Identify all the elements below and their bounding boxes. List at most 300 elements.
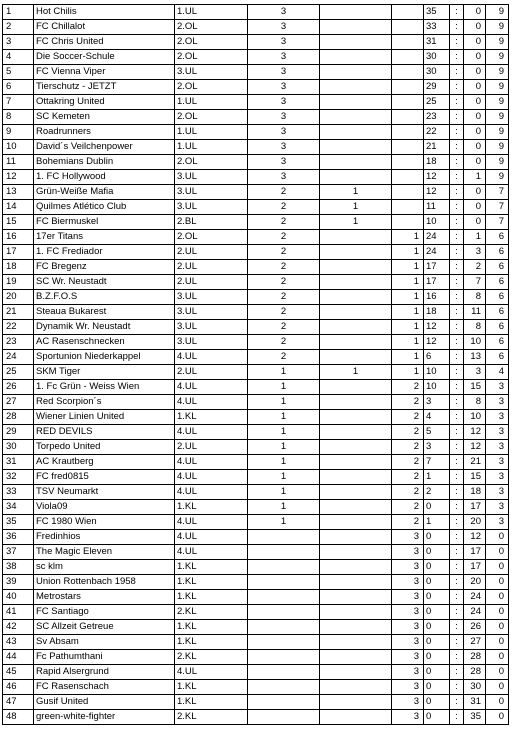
score-separator: : xyxy=(450,485,464,500)
score-separator: : xyxy=(450,185,464,200)
goals-against-cell: 18 xyxy=(464,485,486,500)
goals-for-cell: 0 xyxy=(424,710,450,725)
table-row xyxy=(3,20,509,35)
draws-cell xyxy=(320,320,392,335)
goals-for-cell: 24 xyxy=(424,230,450,245)
points-cell: 6 xyxy=(486,245,509,260)
table-row xyxy=(3,110,509,125)
league-cell: 4.UL xyxy=(175,395,248,410)
wins-cell: 2 xyxy=(248,230,320,245)
draws-cell xyxy=(320,650,392,665)
rank-cell: 27 xyxy=(3,395,34,410)
league-cell: 1.UL xyxy=(175,140,248,155)
points-cell: 9 xyxy=(486,95,509,110)
goals-against-cell: 2 xyxy=(464,260,486,275)
losses-cell xyxy=(392,140,424,155)
points-cell: 7 xyxy=(486,215,509,230)
points-cell: 9 xyxy=(486,35,509,50)
goals-against-cell: 0 xyxy=(464,200,486,215)
goals-against-cell: 15 xyxy=(464,380,486,395)
table-row xyxy=(3,680,509,695)
league-cell: 4.UL xyxy=(175,530,248,545)
points-cell: 0 xyxy=(486,680,509,695)
points-cell: 0 xyxy=(486,575,509,590)
draws-cell xyxy=(320,260,392,275)
team-name-cell: FC Bregenz xyxy=(34,260,175,275)
table-row xyxy=(3,215,509,230)
rank-cell: 14 xyxy=(3,200,34,215)
score-separator: : xyxy=(450,95,464,110)
table-row xyxy=(3,695,509,710)
goals-for-cell: 24 xyxy=(424,245,450,260)
losses-cell xyxy=(392,35,424,50)
wins-cell xyxy=(248,650,320,665)
league-cell: 2.UL xyxy=(175,260,248,275)
goals-for-cell: 30 xyxy=(424,65,450,80)
score-separator: : xyxy=(450,65,464,80)
score-separator: : xyxy=(450,680,464,695)
table-row xyxy=(3,410,509,425)
score-separator: : xyxy=(450,620,464,635)
table-row xyxy=(3,380,509,395)
wins-cell xyxy=(248,530,320,545)
team-name-cell: 1. FC Frediador xyxy=(34,245,175,260)
goals-for-cell: 7 xyxy=(424,455,450,470)
team-name-cell: FC fred0815 xyxy=(34,470,175,485)
wins-cell: 2 xyxy=(248,245,320,260)
losses-cell xyxy=(392,20,424,35)
wins-cell: 3 xyxy=(248,125,320,140)
goals-against-cell: 30 xyxy=(464,680,486,695)
goals-for-cell: 0 xyxy=(424,635,450,650)
league-cell: 4.UL xyxy=(175,515,248,530)
rank-cell: 6 xyxy=(3,80,34,95)
rank-cell: 12 xyxy=(3,170,34,185)
points-cell: 9 xyxy=(486,170,509,185)
rank-cell: 1 xyxy=(3,5,34,20)
wins-cell: 3 xyxy=(248,95,320,110)
rank-cell: 29 xyxy=(3,425,34,440)
points-cell: 6 xyxy=(486,260,509,275)
table-row xyxy=(3,320,509,335)
league-cell: 1.KL xyxy=(175,575,248,590)
draws-cell xyxy=(320,335,392,350)
table-row xyxy=(3,170,509,185)
losses-cell: 1 xyxy=(392,290,424,305)
points-cell: 6 xyxy=(486,335,509,350)
wins-cell xyxy=(248,560,320,575)
goals-against-cell: 3 xyxy=(464,365,486,380)
draws-cell xyxy=(320,95,392,110)
goals-for-cell: 18 xyxy=(424,155,450,170)
score-separator: : xyxy=(450,410,464,425)
goals-for-cell: 5 xyxy=(424,425,450,440)
draws-cell xyxy=(320,410,392,425)
draws-cell xyxy=(320,110,392,125)
team-name-cell: David´s Veilchenpower xyxy=(34,140,175,155)
draws-cell xyxy=(320,560,392,575)
rank-cell: 46 xyxy=(3,680,34,695)
rank-cell: 11 xyxy=(3,155,34,170)
points-cell: 9 xyxy=(486,65,509,80)
losses-cell xyxy=(392,50,424,65)
league-cell: 3.UL xyxy=(175,170,248,185)
goals-against-cell: 0 xyxy=(464,5,486,20)
table-row xyxy=(3,530,509,545)
points-cell: 3 xyxy=(486,440,509,455)
points-cell: 4 xyxy=(486,365,509,380)
goals-for-cell: 16 xyxy=(424,290,450,305)
goals-against-cell: 12 xyxy=(464,425,486,440)
goals-against-cell: 8 xyxy=(464,290,486,305)
draws-cell xyxy=(320,680,392,695)
points-cell: 3 xyxy=(486,380,509,395)
league-cell: 2.OL xyxy=(175,35,248,50)
league-cell: 1.KL xyxy=(175,695,248,710)
score-separator: : xyxy=(450,650,464,665)
table-row xyxy=(3,65,509,80)
draws-cell xyxy=(320,665,392,680)
league-cell: 3.UL xyxy=(175,200,248,215)
wins-cell: 2 xyxy=(248,335,320,350)
losses-cell: 2 xyxy=(392,455,424,470)
losses-cell xyxy=(392,215,424,230)
losses-cell: 3 xyxy=(392,605,424,620)
wins-cell xyxy=(248,710,320,725)
league-cell: 1.KL xyxy=(175,560,248,575)
score-separator: : xyxy=(450,50,464,65)
draws-cell xyxy=(320,635,392,650)
table-row xyxy=(3,365,509,380)
wins-cell: 1 xyxy=(248,455,320,470)
table-row xyxy=(3,425,509,440)
team-name-cell: TSV Neumarkt xyxy=(34,485,175,500)
points-cell: 6 xyxy=(486,305,509,320)
league-cell: 1.KL xyxy=(175,410,248,425)
goals-against-cell: 15 xyxy=(464,470,486,485)
points-cell: 6 xyxy=(486,275,509,290)
goals-for-cell: 2 xyxy=(424,485,450,500)
draws-cell xyxy=(320,155,392,170)
score-separator: : xyxy=(450,545,464,560)
score-separator: : xyxy=(450,305,464,320)
score-separator: : xyxy=(450,155,464,170)
score-separator: : xyxy=(450,470,464,485)
table-row xyxy=(3,185,509,200)
goals-for-cell: 11 xyxy=(424,200,450,215)
points-cell: 6 xyxy=(486,290,509,305)
score-separator: : xyxy=(450,530,464,545)
score-separator: : xyxy=(450,125,464,140)
league-cell: 1.KL xyxy=(175,590,248,605)
league-cell: 3.UL xyxy=(175,185,248,200)
rank-cell: 17 xyxy=(3,245,34,260)
goals-for-cell: 3 xyxy=(424,440,450,455)
draws-cell xyxy=(320,230,392,245)
team-name-cell: Wiener Linien United xyxy=(34,410,175,425)
points-cell: 9 xyxy=(486,110,509,125)
score-separator: : xyxy=(450,170,464,185)
rank-cell: 9 xyxy=(3,125,34,140)
points-cell: 3 xyxy=(486,470,509,485)
rank-cell: 39 xyxy=(3,575,34,590)
rank-cell: 13 xyxy=(3,185,34,200)
team-name-cell: The Magic Eleven xyxy=(34,545,175,560)
rank-cell: 8 xyxy=(3,110,34,125)
points-cell: 0 xyxy=(486,620,509,635)
score-separator: : xyxy=(450,320,464,335)
goals-against-cell: 28 xyxy=(464,650,486,665)
team-name-cell: Tierschutz - JETZT xyxy=(34,80,175,95)
losses-cell xyxy=(392,80,424,95)
wins-cell: 1 xyxy=(248,365,320,380)
draws-cell xyxy=(320,170,392,185)
rank-cell: 19 xyxy=(3,275,34,290)
losses-cell: 3 xyxy=(392,590,424,605)
score-separator: : xyxy=(450,395,464,410)
league-cell: 4.UL xyxy=(175,425,248,440)
team-name-cell: FC 1980 Wien xyxy=(34,515,175,530)
score-separator: : xyxy=(450,365,464,380)
table-row xyxy=(3,560,509,575)
goals-for-cell: 35 xyxy=(424,5,450,20)
score-separator: : xyxy=(450,440,464,455)
points-cell: 0 xyxy=(486,605,509,620)
points-cell: 0 xyxy=(486,650,509,665)
league-cell: 4.UL xyxy=(175,455,248,470)
score-separator: : xyxy=(450,230,464,245)
points-cell: 9 xyxy=(486,5,509,20)
losses-cell: 3 xyxy=(392,695,424,710)
goals-against-cell: 17 xyxy=(464,560,486,575)
wins-cell: 3 xyxy=(248,5,320,20)
goals-against-cell: 17 xyxy=(464,545,486,560)
draws-cell xyxy=(320,515,392,530)
points-cell: 3 xyxy=(486,500,509,515)
goals-against-cell: 0 xyxy=(464,140,486,155)
score-separator: : xyxy=(450,80,464,95)
league-cell: 2.OL xyxy=(175,80,248,95)
draws-cell xyxy=(320,245,392,260)
points-cell: 3 xyxy=(486,425,509,440)
losses-cell xyxy=(392,125,424,140)
losses-cell: 3 xyxy=(392,560,424,575)
draws-cell xyxy=(320,350,392,365)
losses-cell xyxy=(392,110,424,125)
league-cell: 3.UL xyxy=(175,65,248,80)
draws-cell xyxy=(320,5,392,20)
wins-cell: 3 xyxy=(248,140,320,155)
rank-cell: 35 xyxy=(3,515,34,530)
goals-for-cell: 30 xyxy=(424,50,450,65)
rank-cell: 45 xyxy=(3,665,34,680)
team-name-cell: RED DEVILS xyxy=(34,425,175,440)
league-cell: 1.UL xyxy=(175,5,248,20)
points-cell: 0 xyxy=(486,530,509,545)
draws-cell xyxy=(320,380,392,395)
losses-cell: 2 xyxy=(392,425,424,440)
score-separator: : xyxy=(450,245,464,260)
goals-for-cell: 1 xyxy=(424,470,450,485)
draws-cell xyxy=(320,20,392,35)
table-row xyxy=(3,395,509,410)
team-name-cell: SC Allzeit Getreue xyxy=(34,620,175,635)
score-separator: : xyxy=(450,575,464,590)
table-row xyxy=(3,125,509,140)
table-row xyxy=(3,155,509,170)
table-row xyxy=(3,230,509,245)
draws-cell xyxy=(320,710,392,725)
goals-for-cell: 10 xyxy=(424,215,450,230)
rank-cell: 10 xyxy=(3,140,34,155)
team-name-cell: SKM Tiger xyxy=(34,365,175,380)
draws-cell: 1 xyxy=(320,200,392,215)
league-cell: 3.UL xyxy=(175,335,248,350)
score-separator: : xyxy=(450,560,464,575)
table-row xyxy=(3,605,509,620)
losses-cell: 1 xyxy=(392,230,424,245)
points-cell: 6 xyxy=(486,320,509,335)
wins-cell xyxy=(248,680,320,695)
league-cell: 4.UL xyxy=(175,485,248,500)
standings-rows xyxy=(3,5,509,725)
losses-cell: 1 xyxy=(392,260,424,275)
draws-cell xyxy=(320,485,392,500)
wins-cell: 3 xyxy=(248,80,320,95)
table-row xyxy=(3,200,509,215)
goals-for-cell: 0 xyxy=(424,620,450,635)
losses-cell xyxy=(392,155,424,170)
points-cell: 6 xyxy=(486,350,509,365)
score-separator: : xyxy=(450,455,464,470)
team-name-cell: FC Rasenschach xyxy=(34,680,175,695)
draws-cell xyxy=(320,500,392,515)
wins-cell xyxy=(248,635,320,650)
score-separator: : xyxy=(450,695,464,710)
team-name-cell: FC Chris United xyxy=(34,35,175,50)
team-name-cell: 1. Fc Grün - Weiss Wien xyxy=(34,380,175,395)
goals-against-cell: 31 xyxy=(464,695,486,710)
losses-cell: 3 xyxy=(392,620,424,635)
team-name-cell: sc klm xyxy=(34,560,175,575)
rank-cell: 41 xyxy=(3,605,34,620)
league-cell: 2.OL xyxy=(175,230,248,245)
goals-for-cell: 21 xyxy=(424,140,450,155)
draws-cell xyxy=(320,575,392,590)
goals-against-cell: 0 xyxy=(464,50,486,65)
league-cell: 2.UL xyxy=(175,245,248,260)
points-cell: 7 xyxy=(486,200,509,215)
goals-for-cell: 12 xyxy=(424,185,450,200)
losses-cell: 3 xyxy=(392,680,424,695)
draws-cell xyxy=(320,605,392,620)
goals-against-cell: 24 xyxy=(464,605,486,620)
losses-cell: 3 xyxy=(392,665,424,680)
points-cell: 0 xyxy=(486,560,509,575)
team-name-cell: Steaua Bukarest xyxy=(34,305,175,320)
rank-cell: 33 xyxy=(3,485,34,500)
league-cell: 4.UL xyxy=(175,380,248,395)
wins-cell: 2 xyxy=(248,200,320,215)
league-cell: 1.KL xyxy=(175,680,248,695)
goals-for-cell: 0 xyxy=(424,545,450,560)
losses-cell xyxy=(392,170,424,185)
wins-cell xyxy=(248,620,320,635)
team-name-cell: Rapid Alsergrund xyxy=(34,665,175,680)
table-row xyxy=(3,80,509,95)
draws-cell xyxy=(320,455,392,470)
team-name-cell: 1. FC Hollywood xyxy=(34,170,175,185)
points-cell: 0 xyxy=(486,545,509,560)
goals-against-cell: 21 xyxy=(464,455,486,470)
goals-for-cell: 0 xyxy=(424,575,450,590)
losses-cell: 2 xyxy=(392,500,424,515)
team-name-cell: B.Z.F.O.S xyxy=(34,290,175,305)
draws-cell xyxy=(320,80,392,95)
points-cell: 7 xyxy=(486,185,509,200)
goals-for-cell: 0 xyxy=(424,695,450,710)
wins-cell: 1 xyxy=(248,485,320,500)
wins-cell: 1 xyxy=(248,380,320,395)
losses-cell: 1 xyxy=(392,320,424,335)
league-cell: 2.UL xyxy=(175,365,248,380)
rank-cell: 5 xyxy=(3,65,34,80)
rank-cell: 18 xyxy=(3,260,34,275)
losses-cell: 2 xyxy=(392,410,424,425)
table-row xyxy=(3,335,509,350)
score-separator: : xyxy=(450,335,464,350)
goals-for-cell: 6 xyxy=(424,350,450,365)
wins-cell: 3 xyxy=(248,35,320,50)
rank-cell: 15 xyxy=(3,215,34,230)
goals-against-cell: 0 xyxy=(464,20,486,35)
goals-against-cell: 8 xyxy=(464,320,486,335)
draws-cell xyxy=(320,545,392,560)
rank-cell: 37 xyxy=(3,545,34,560)
points-cell: 9 xyxy=(486,80,509,95)
wins-cell: 3 xyxy=(248,20,320,35)
goals-for-cell: 4 xyxy=(424,410,450,425)
goals-for-cell: 10 xyxy=(424,380,450,395)
losses-cell: 3 xyxy=(392,650,424,665)
goals-against-cell: 0 xyxy=(464,80,486,95)
losses-cell: 2 xyxy=(392,485,424,500)
league-cell: 1.KL xyxy=(175,500,248,515)
score-separator: : xyxy=(450,35,464,50)
table-row xyxy=(3,545,509,560)
wins-cell: 2 xyxy=(248,305,320,320)
points-cell: 3 xyxy=(486,395,509,410)
goals-for-cell: 10 xyxy=(424,365,450,380)
score-separator: : xyxy=(450,140,464,155)
points-cell: 0 xyxy=(486,665,509,680)
rank-cell: 44 xyxy=(3,650,34,665)
league-cell: 2.KL xyxy=(175,650,248,665)
team-name-cell: FC Chillalot xyxy=(34,20,175,35)
team-name-cell: SC Kemeten xyxy=(34,110,175,125)
points-cell: 0 xyxy=(486,710,509,725)
goals-for-cell: 17 xyxy=(424,260,450,275)
team-name-cell: Viola09 xyxy=(34,500,175,515)
team-name-cell: Die Soccer-Schule xyxy=(34,50,175,65)
wins-cell: 3 xyxy=(248,170,320,185)
goals-against-cell: 12 xyxy=(464,530,486,545)
losses-cell xyxy=(392,65,424,80)
goals-for-cell: 12 xyxy=(424,170,450,185)
rank-cell: 16 xyxy=(3,230,34,245)
league-cell: 1.UL xyxy=(175,125,248,140)
draws-cell xyxy=(320,65,392,80)
